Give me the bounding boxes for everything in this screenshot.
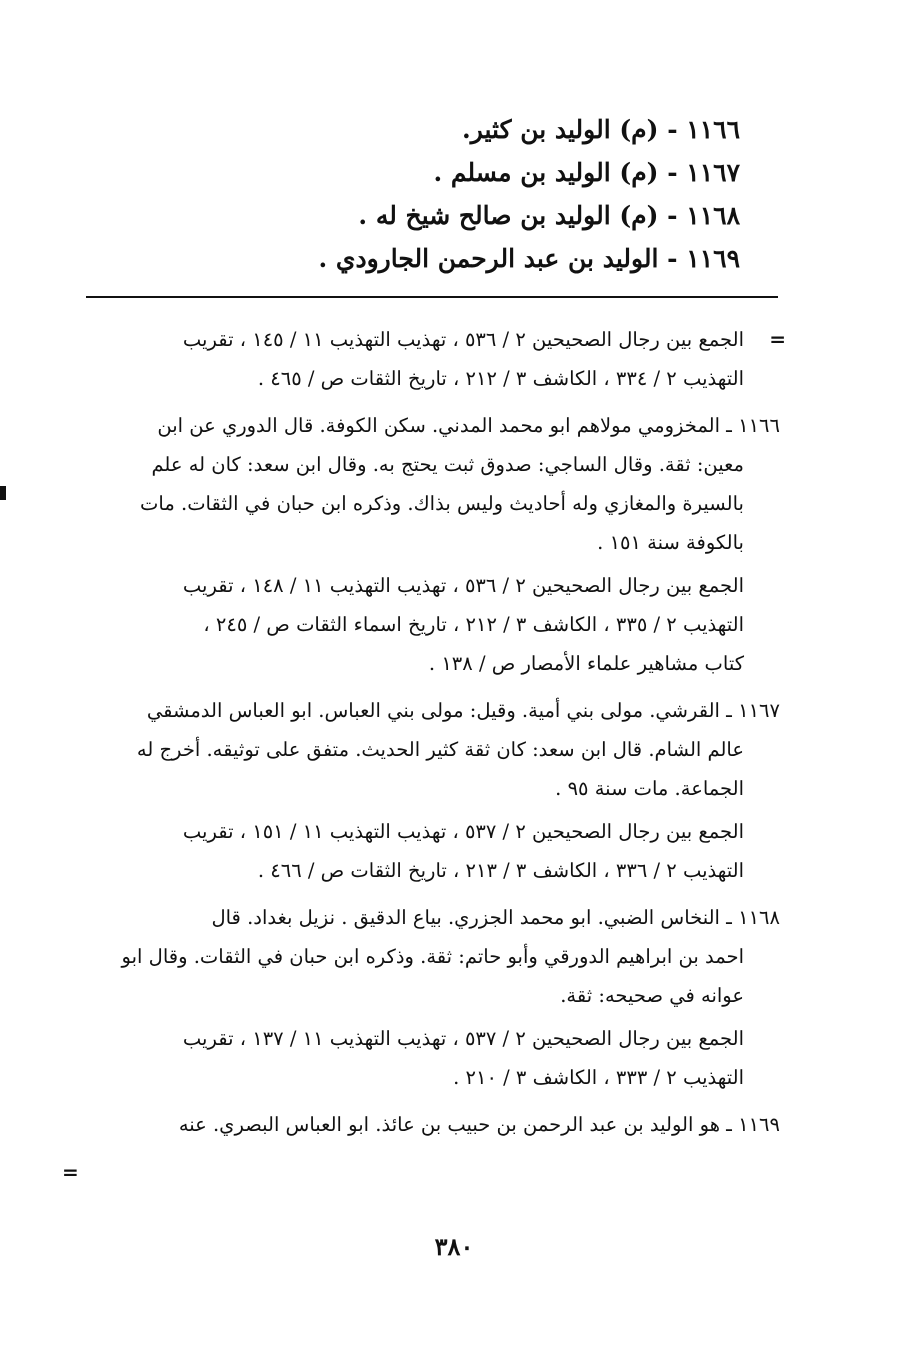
footnote-line: ١١٦٨ ـ النخاس الضبي. ابو محمد الجزري. بياع الدقيق . نزيل بغداد. قال bbox=[211, 906, 780, 929]
footnote-line: الجمع بين رجال الصحيحين ٢ / ٥٣٦ ، تهذيب التهذيب ١١ / ١٤٥ ، تقريب bbox=[182, 328, 744, 351]
footnote-line: ١١٦٧ ـ القرشي. مولى بني أمية. وقيل: مولى بني العباس. ابو العباس الدمشقي bbox=[146, 699, 780, 722]
footnote-line: بالسيرة والمغازي وله أحاديث وليس بذاك. وذكره ابن حبان في الثقات. مات bbox=[140, 492, 744, 515]
footnote-line: التهذيب ٢ / ٣٣٤ ، الكاشف ٣ / ٢١٢ ، تاريخ الثقات ص / ٤٦٥ . bbox=[257, 367, 744, 390]
continuation-mark: = bbox=[62, 1160, 79, 1184]
footnote-line: التهذيب ٢ / ٣٣٦ ، الكاشف ٣ / ٢١٣ ، تاريخ الثقات ص / ٤٦٦ . bbox=[257, 859, 744, 882]
footnotes bbox=[80, 320, 786, 1144]
footnote-line: التهذيب ٢ / ٣٣٥ ، الكاشف ٣ / ٢١٢ ، تاريخ اسماء الثقات ص / ٢٤٥ ، bbox=[203, 613, 744, 636]
header-entry-1168: ١١٦٨ - (م) الوليد بن صالح شيخ له . bbox=[358, 201, 740, 230]
entries-header bbox=[318, 108, 740, 280]
footnote-line: الجمع بين رجال الصحيحين ٢ / ٥٣٧ ، تهذيب التهذيب ١١ / ١٥١ ، تقريب bbox=[182, 820, 744, 843]
footnote-line: عوانه في صحيحه: ثقة. bbox=[560, 984, 744, 1007]
footnote-line: الجمع بين رجال الصحيحين ٢ / ٥٣٦ ، تهذيب التهذيب ١١ / ١٤٨ ، تقريب bbox=[182, 574, 744, 597]
footnote-star-sources bbox=[80, 320, 786, 398]
footnote-sources-1168 bbox=[80, 1019, 780, 1097]
footnote-line: التهذيب ٢ / ٣٣٣ ، الكاشف ٣ / ٢١٠ . bbox=[453, 1066, 744, 1089]
footnote-entry-1169 bbox=[80, 1105, 780, 1144]
footnote-line: كتاب مشاهير علماء الأمصار ص / ١٣٨ . bbox=[428, 652, 744, 675]
header-entry-1169: ١١٦٩ - الوليد بن عبد الرحمن الجارودي . bbox=[318, 244, 740, 273]
footnote-star-mark: = bbox=[769, 327, 786, 351]
header-entry-1166: ١١٦٦ - (م) الوليد بن كثير. bbox=[462, 115, 740, 144]
footnote-line: ١١٦٦ ـ المخزومي مولاهم ابو محمد المدني. سكن الكوفة. قال الدوري عن ابن bbox=[157, 414, 780, 437]
page-number: ٣٨٠ bbox=[434, 1232, 474, 1261]
footnote-entry-1167 bbox=[80, 691, 780, 808]
footnote-entry-1166 bbox=[80, 406, 780, 562]
footnote-line: بالكوفة سنة ١٥١ . bbox=[597, 531, 744, 554]
footnote-line: الجمع بين رجال الصحيحين ٢ / ٥٣٧ ، تهذيب التهذيب ١١ / ١٣٧ ، تقريب bbox=[182, 1027, 744, 1050]
margin-mark bbox=[0, 486, 6, 500]
footnote-sources-1166 bbox=[80, 566, 780, 683]
footnote-line: احمد بن ابراهيم الدورقي وأبو حاتم: ثقة. وذكره ابن حبان في الثقات. وقال ابو bbox=[121, 945, 744, 968]
footnote-entry-1168 bbox=[80, 898, 780, 1015]
footnote-line: معين: ثقة. وقال الساجي: صدوق ثبت يحتج به. وقال ابن سعد: كان له علم bbox=[151, 453, 744, 476]
footnote-sources-1167 bbox=[80, 812, 780, 890]
header-entry-1167: ١١٦٧ - (م) الوليد بن مسلم . bbox=[433, 158, 740, 187]
footnote-line: ١١٦٩ ـ هو الوليد بن عبد الرحمن بن حبيب بن عائذ. ابو العباس البصري. عنه bbox=[178, 1113, 780, 1136]
footnote-divider bbox=[86, 296, 778, 298]
footnote-line: الجماعة. مات سنة ٩٥ . bbox=[555, 777, 744, 800]
footnote-line: عالم الشام. قال ابن سعد: كان ثقة كثير الحديث. متفق على توثيقه. أخرج له bbox=[136, 738, 744, 761]
